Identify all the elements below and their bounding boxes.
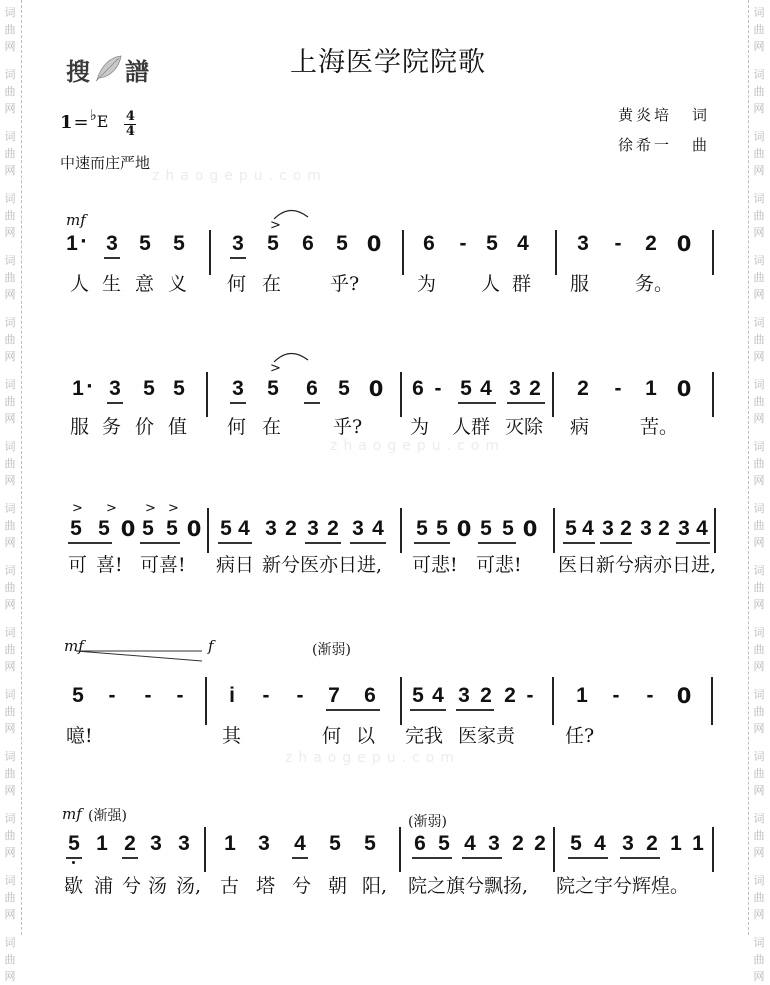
extension-dash: - — [262, 684, 270, 707]
lyric: 为 — [417, 273, 437, 295]
lyric: 汤 — [148, 875, 168, 897]
composer-name: 徐希一 — [618, 136, 673, 154]
note: 6 — [423, 232, 435, 255]
barline — [552, 372, 554, 417]
watermark-text: 词 曲 网 — [4, 192, 16, 239]
lyric: 灭除 — [505, 416, 544, 438]
note: 4 — [294, 832, 306, 855]
note: 6 — [364, 684, 376, 707]
lyric: 以 — [356, 725, 376, 747]
watermark-text: 词 曲 网 — [753, 564, 765, 611]
note: 2 — [480, 684, 492, 707]
crescendo-hairpin — [74, 649, 204, 663]
note: 1 — [576, 684, 588, 707]
lyric: 完我 — [405, 725, 444, 747]
lyric: 病 — [570, 416, 590, 438]
note: 2 — [658, 517, 670, 540]
note: 1 — [72, 377, 84, 400]
lyric: 可喜! — [140, 554, 186, 576]
note: 4 — [480, 377, 492, 400]
accent-mark: > — [168, 501, 179, 516]
note: 5 — [70, 517, 82, 540]
time-top: 4 — [125, 109, 135, 124]
note: 5 — [267, 377, 279, 400]
credits — [618, 100, 710, 160]
note: 2 — [529, 377, 541, 400]
note: 4 — [464, 832, 476, 855]
rest: 0 — [676, 232, 692, 256]
time-bottom: 4 — [125, 124, 135, 139]
note: 3 — [258, 832, 270, 855]
song-title: 上海医学院院歌 — [290, 47, 486, 78]
watermark-text: 词 曲 网 — [4, 812, 16, 859]
watermark-text: 词 曲 网 — [753, 874, 765, 921]
lyric: 苦。 — [640, 416, 679, 438]
barline — [400, 508, 402, 553]
lyric: 兮 — [292, 875, 312, 897]
watermark-text: 词 曲 网 — [753, 812, 765, 859]
lyric: 在 — [262, 273, 282, 295]
lyric: 何 — [322, 725, 342, 747]
note: 5 — [416, 517, 428, 540]
note: 6 — [302, 232, 314, 255]
note: 3 — [577, 232, 589, 255]
diminuendo-marking: (渐弱) — [312, 642, 351, 658]
note: 5 — [486, 232, 498, 255]
note: 5 — [460, 377, 472, 400]
note: 3 — [150, 832, 162, 855]
note: 2 — [645, 232, 657, 255]
dynamic-f: f — [208, 637, 214, 655]
rest: 0 — [186, 517, 202, 541]
watermark-text: 词 曲 网 — [4, 936, 16, 983]
note: 3 — [678, 517, 690, 540]
accent-mark: > — [72, 501, 83, 516]
time-signature — [124, 110, 136, 139]
lyric: 喜! — [96, 554, 123, 576]
note: 2 — [124, 832, 136, 855]
barline — [400, 677, 402, 725]
note: 5 — [173, 232, 185, 255]
slur — [272, 350, 312, 364]
note: 3 — [307, 517, 319, 540]
extension-dash: - — [614, 377, 622, 400]
note: 5 — [72, 684, 84, 707]
note: 4 — [594, 832, 606, 855]
note: 3 — [458, 684, 470, 707]
note: 3 — [106, 232, 118, 255]
extension-dash: - — [144, 684, 152, 707]
lyric: 医家责 — [458, 725, 516, 747]
right-margin-watermark — [748, 0, 770, 983]
note: 6 — [306, 377, 318, 400]
lyric: 何 — [227, 416, 247, 438]
watermark-text: 词 曲 网 — [4, 6, 16, 53]
barline — [205, 677, 207, 725]
extension-dash: - — [614, 232, 622, 255]
lyric: 价 — [135, 416, 155, 438]
note: 7 — [328, 684, 340, 707]
note: 5 — [267, 232, 279, 255]
barline — [206, 372, 208, 417]
note: 5 — [166, 517, 178, 540]
note: 1 — [66, 232, 78, 255]
rest: 0 — [676, 684, 692, 708]
lyric: 乎? — [333, 416, 363, 438]
dynamic-mf: mf — [64, 637, 84, 655]
dotted-mark: · — [80, 231, 87, 252]
note: 5 — [364, 832, 376, 855]
note: 5 — [329, 832, 341, 855]
lyric: 塔 — [256, 875, 276, 897]
note: 4 — [238, 517, 250, 540]
site-watermark: zhaogepu.com — [152, 168, 327, 184]
composer-role: 曲 — [692, 136, 711, 154]
note: 4 — [582, 517, 594, 540]
watermark-text: 词 曲 网 — [753, 688, 765, 735]
watermark-text: 词 曲 网 — [753, 626, 765, 673]
accent-mark: > — [270, 361, 281, 376]
watermark-text: 词 曲 网 — [753, 192, 765, 239]
extension-dash: - — [176, 684, 184, 707]
crescendo-marking: (渐强) — [88, 808, 127, 824]
watermark-text: 词 曲 网 — [753, 6, 765, 53]
extension-dash: - — [459, 232, 467, 255]
key-equals: = — [73, 112, 89, 133]
watermark-text: 词 曲 网 — [753, 68, 765, 115]
barline — [552, 677, 554, 725]
watermark-text: 词 曲 网 — [4, 874, 16, 921]
note: 3 — [232, 377, 244, 400]
lyric: 务。 — [635, 273, 674, 295]
note: 5 — [143, 377, 155, 400]
lyric: 人群 — [452, 416, 491, 438]
note: 3 — [178, 832, 190, 855]
key-do: 1 — [60, 112, 73, 133]
watermark-text: 词 曲 网 — [753, 316, 765, 363]
tempo-marking: 中速而庄严地 — [60, 154, 151, 172]
slur — [272, 207, 312, 221]
lyric: 务 — [102, 416, 122, 438]
lyric: 意 — [135, 273, 155, 295]
note: 4 — [517, 232, 529, 255]
note: 1 — [645, 377, 657, 400]
barline — [712, 827, 714, 872]
watermark-text: 词 曲 网 — [753, 502, 765, 549]
watermark-text: 词 曲 网 — [4, 378, 16, 425]
lyric: 可 — [68, 554, 88, 576]
watermark-text: 词 曲 网 — [4, 750, 16, 797]
barline — [555, 230, 557, 275]
lyric: 服 — [570, 273, 590, 295]
note: 6 — [414, 832, 426, 855]
barline — [400, 372, 402, 417]
barline — [553, 508, 555, 553]
lyric: 新兮医亦日进, — [262, 554, 383, 576]
note: 5 — [412, 684, 424, 707]
rest: 0 — [676, 377, 692, 401]
note: 6 — [412, 377, 424, 400]
watermark-text: 词 曲 网 — [753, 254, 765, 301]
lyric: 噫! — [66, 725, 93, 747]
barline — [553, 827, 555, 872]
watermark-text: 词 曲 网 — [4, 316, 16, 363]
note: 3 — [602, 517, 614, 540]
site-watermark: zhaogepu.com — [330, 438, 505, 454]
lyric: 歇 — [64, 875, 84, 897]
key-note: E — [96, 112, 109, 131]
lyric: 医日新兮病亦日进, — [558, 554, 717, 576]
note: 3 — [640, 517, 652, 540]
lyric: 人 — [481, 273, 501, 295]
note: 5 — [570, 832, 582, 855]
lyricist-credit — [618, 100, 710, 130]
key-signature — [60, 106, 136, 139]
diminuendo-marking: (渐弱) — [408, 814, 447, 830]
lyric: 生 — [102, 273, 122, 295]
watermark-text: 词 曲 网 — [753, 936, 765, 983]
lyricist-role: 词 — [692, 106, 711, 124]
watermark-text: 词 曲 网 — [4, 626, 16, 673]
lyric: 群 — [512, 273, 532, 295]
note: 5 — [438, 832, 450, 855]
note: 5 — [336, 232, 348, 255]
note: 2 — [327, 517, 339, 540]
barline — [207, 508, 209, 553]
lyric: 院之旗兮飘扬, — [408, 875, 529, 897]
lyric: 汤, — [176, 875, 202, 897]
note: 3 — [265, 517, 277, 540]
watermark-text: 词 曲 网 — [4, 688, 16, 735]
rest: 0 — [366, 232, 382, 256]
lyric: 在 — [262, 416, 282, 438]
lyric: 可悲! — [476, 554, 522, 576]
lyric: 义 — [168, 273, 188, 295]
note: 2 — [646, 832, 658, 855]
note: 3 — [232, 232, 244, 255]
watermark-text: 词 曲 网 — [4, 254, 16, 301]
note: 1 — [692, 832, 704, 855]
barline — [711, 677, 713, 725]
lyric: 浦 — [94, 875, 114, 897]
watermark-text: 词 曲 网 — [4, 130, 16, 177]
lyric: 院之宇兮辉煌。 — [556, 875, 690, 897]
extension-dash: - — [108, 684, 116, 707]
extension-dash: - — [646, 684, 654, 707]
note: 5 — [338, 377, 350, 400]
note: 5 — [502, 517, 514, 540]
note: 2 — [512, 832, 524, 855]
lyric: 值 — [168, 416, 188, 438]
note: 1 — [96, 832, 108, 855]
lyric: 乎? — [330, 273, 360, 295]
rest: 0 — [120, 517, 136, 541]
note: 2 — [620, 517, 632, 540]
lyric: 可悲! — [412, 554, 458, 576]
note: 2 — [504, 684, 516, 707]
rest: 0 — [368, 377, 384, 401]
logo — [66, 52, 150, 87]
note: 5 — [436, 517, 448, 540]
lyric: 任? — [565, 725, 595, 747]
composer-credit — [618, 130, 710, 160]
barline — [204, 827, 206, 872]
lyric: 其 — [222, 725, 242, 747]
note: 1 — [224, 832, 236, 855]
lyric: 何 — [227, 273, 247, 295]
note: 5 — [173, 377, 185, 400]
rest: 0 — [522, 517, 538, 541]
extension-dash: - — [434, 377, 442, 400]
extension-dash: - — [526, 684, 534, 707]
note: 4 — [696, 517, 708, 540]
note: 5 — [480, 517, 492, 540]
barline — [399, 827, 401, 872]
note: 3 — [509, 377, 521, 400]
dotted-mark: · — [86, 376, 93, 397]
note: 3 — [622, 832, 634, 855]
accent-mark: > — [106, 501, 117, 516]
note: 2 — [577, 377, 589, 400]
note: 5 — [139, 232, 151, 255]
watermark-text: 词 曲 网 — [753, 378, 765, 425]
logo-char-pu: 譜 — [125, 58, 150, 86]
accent-mark: > — [145, 501, 156, 516]
watermark-text: 词 曲 网 — [753, 440, 765, 487]
note: 5 — [98, 517, 110, 540]
left-margin-watermark — [0, 0, 22, 983]
lyricist-name: 黄炎培 — [618, 106, 673, 124]
flat-icon: ♭ — [89, 106, 97, 124]
extension-dash: - — [296, 684, 304, 707]
lyric: 人 — [70, 273, 90, 295]
note: 4 — [372, 517, 384, 540]
lyric: 朝 — [328, 875, 348, 897]
barline — [209, 230, 211, 275]
barline — [712, 230, 714, 275]
note: 5 — [565, 517, 577, 540]
logo-char-sou: 搜 — [66, 58, 91, 86]
lyric: 兮 — [122, 875, 142, 897]
note: 3 — [488, 832, 500, 855]
note-low: 5 — [68, 832, 80, 855]
lyric: 古 — [220, 875, 240, 897]
accent-mark: > — [270, 218, 281, 233]
watermark-text: 词 曲 网 — [753, 130, 765, 177]
lyric: 病日 — [216, 554, 255, 576]
watermark-text: 词 曲 网 — [4, 564, 16, 611]
watermark-text: 词 曲 网 — [4, 440, 16, 487]
note: 5 — [220, 517, 232, 540]
barline — [714, 508, 716, 553]
lyric: 为 — [410, 416, 430, 438]
note: 4 — [432, 684, 444, 707]
rest: 0 — [456, 517, 472, 541]
note: 3 — [352, 517, 364, 540]
lyric: 服 — [70, 416, 90, 438]
watermark-text: 词 曲 网 — [753, 750, 765, 797]
watermark-text: 词 曲 网 — [4, 68, 16, 115]
site-watermark: zhaogepu.com — [285, 750, 460, 766]
watermark-text: 词 曲 网 — [4, 502, 16, 549]
barline — [712, 372, 714, 417]
note: 5 — [142, 517, 154, 540]
dynamic-mf: mf — [62, 805, 82, 823]
dynamic-mf: mf — [66, 211, 86, 229]
note: 3 — [109, 377, 121, 400]
leaf-icon — [93, 53, 123, 87]
note: 2 — [534, 832, 546, 855]
note: 1 — [670, 832, 682, 855]
extension-dash: - — [612, 684, 620, 707]
low-octave-dot — [72, 861, 75, 864]
barline — [402, 230, 404, 275]
note: 2 — [285, 517, 297, 540]
note-high-do: i — [229, 684, 235, 707]
lyric: 阳, — [362, 875, 388, 897]
